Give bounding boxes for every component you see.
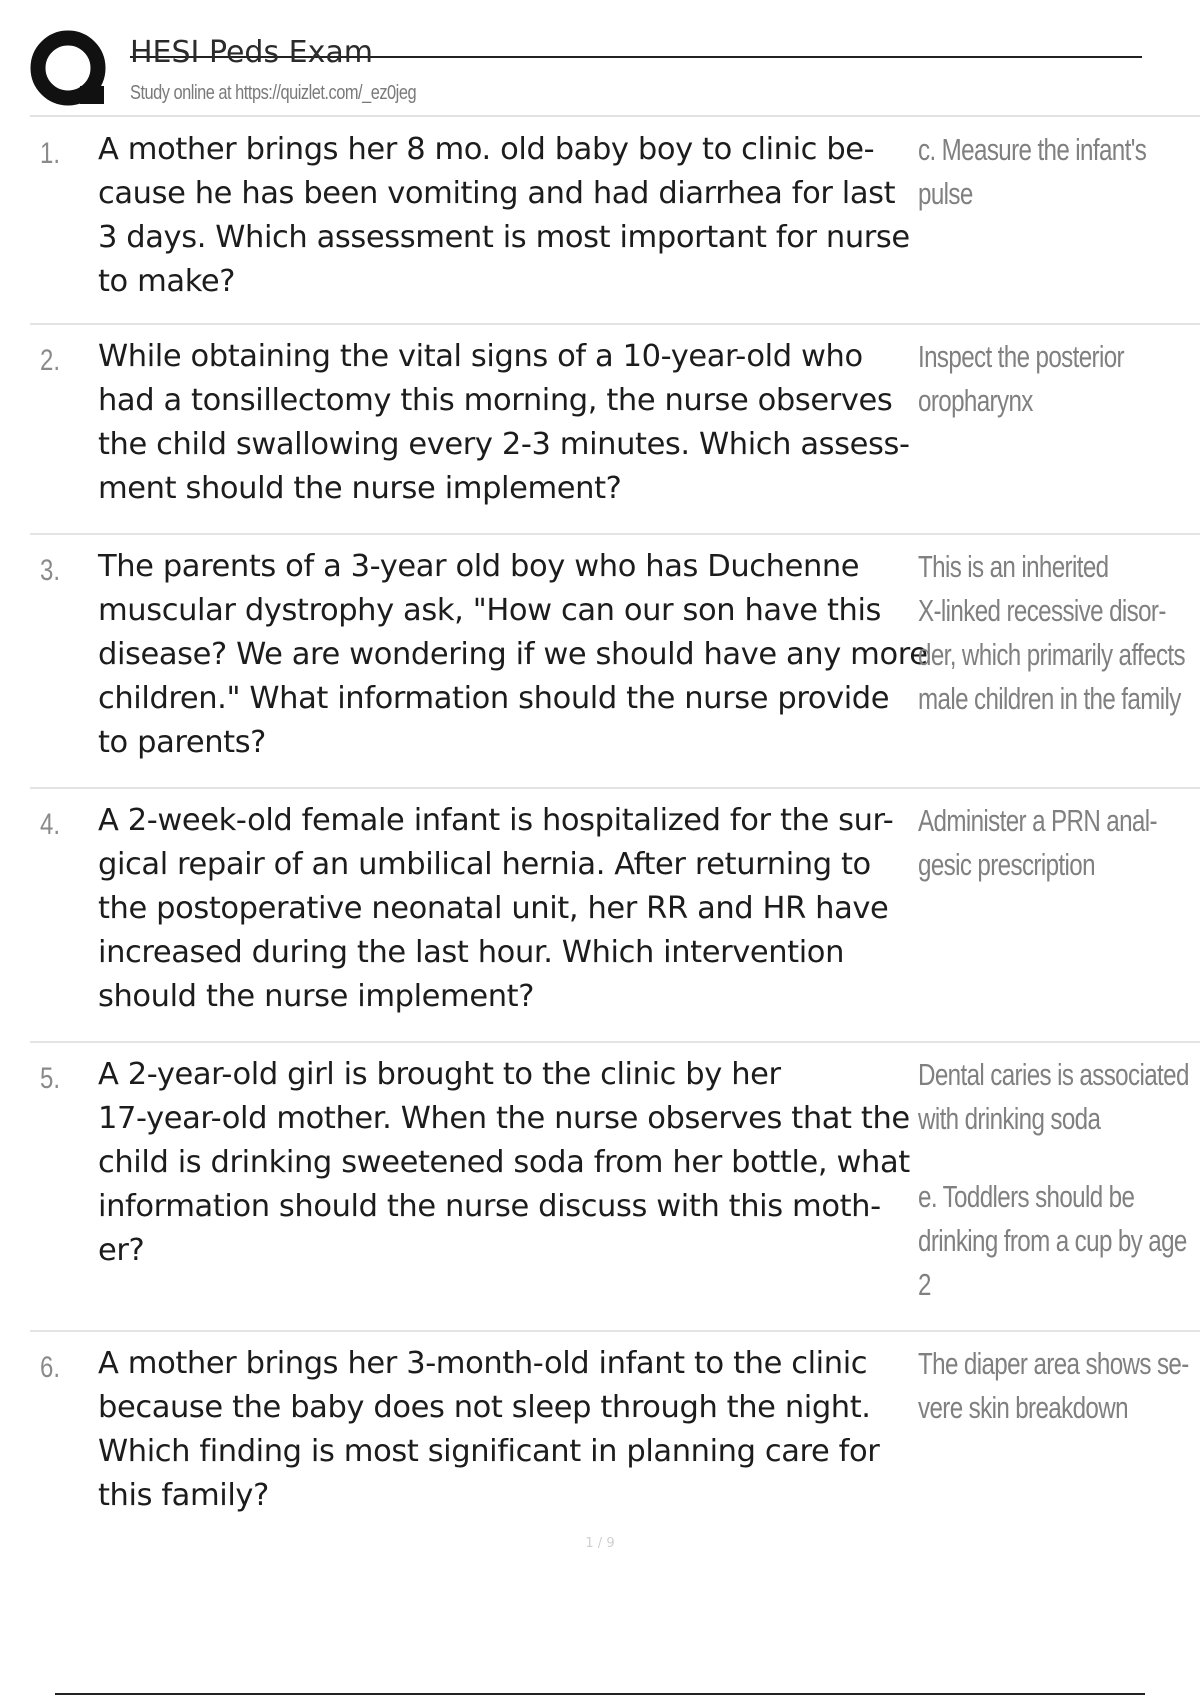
answer-line: pulse [918,176,973,211]
question-line: ment should the nurse implement? [98,471,622,506]
question-line: had a tonsillectomy this morning, the nurse observes [98,383,893,418]
question-line: The parents of a 3-year old boy who has Duchenne [98,549,860,584]
question-line: this family? [98,1478,269,1513]
flashcard [30,1332,1200,1532]
quizlet-logo-icon [30,30,112,112]
footer-divider [55,1693,1145,1695]
card-question [98,335,948,511]
flashcard [30,535,1200,789]
card-question [98,128,948,304]
answer-line: Administer a PRN anal- [918,803,1157,838]
question-line: disease? We are wondering if we should have any more [98,637,928,672]
question-line: 3 days. Which assessment is most important for nurse [98,220,910,255]
flashcard [30,789,1200,1043]
page-title: HESI Peds Exam [130,35,373,70]
page-number: 1 / 9 [585,1536,615,1551]
answer-line: gesic prescription [918,847,1095,882]
question-line: A 2-year-old girl is brought to the clinic by her [98,1057,781,1092]
answer-line: Inspect the posterior [918,339,1124,374]
question-line: Which finding is most significant in planning care for [98,1434,880,1469]
card-question [98,799,948,1019]
card-answer [918,1342,1200,1430]
answer-line: 2 [918,1267,931,1302]
page-subtitle: Study online at https://quizlet.com/_ez0jeg [130,82,417,104]
question-line: While obtaining the vital signs of a 10-year-old who [98,339,863,374]
page-header [0,0,1200,120]
question-line: the child swallowing every 2-3 minutes. Which assess- [98,427,910,462]
question-line: information should the nurse discuss with this moth- [98,1189,881,1224]
answer-line: The diaper area shows se- [918,1346,1189,1381]
question-line: A 2-week-old female infant is hospitalized for the sur- [98,803,894,838]
answer-line: X-linked recessive disor- [918,593,1166,628]
question-line: to parents? [98,725,266,760]
question-line: er? [98,1233,145,1268]
question-line: child is drinking sweetened soda from her bottle, what [98,1145,910,1180]
question-line: children." What information should the nurse provide [98,681,890,716]
card-answer [918,128,1200,216]
question-line: increased during the last hour. Which intervention [98,935,845,970]
card-number: 1. [40,137,61,170]
answer-line: e. Toddlers should be [918,1179,1135,1214]
card-answer [918,1053,1200,1307]
answer-line: Dental caries is associated [918,1057,1189,1092]
answer-line: oropharynx [918,383,1033,418]
card-number: 3. [40,554,61,587]
card-number: 4. [40,808,61,841]
question-line: muscular dystrophy ask, "How can our son have this [98,593,882,628]
card-number: 2. [40,344,61,377]
flashcard [30,325,1200,535]
question-line: cause he has been vomiting and had diarrhea for last [98,176,896,211]
answer-line: der, which primarily affects [918,637,1185,672]
question-line: A mother brings her 8 mo. old baby boy to clinic be- [98,132,875,167]
answer-line: This is an inherited [918,549,1109,584]
card-number: 6. [40,1351,61,1384]
card-question [98,1053,948,1273]
flashcard [30,118,1200,325]
answer-line: c. Measure the infant's [918,132,1147,167]
question-line: gical repair of an umbilical hernia. After returning to [98,847,871,882]
card-answer [918,799,1200,887]
answer-line: with drinking soda [918,1101,1101,1136]
answer-line: drinking from a cup by age [918,1223,1187,1258]
question-line: because the baby does not sleep through the night. [98,1390,871,1425]
question-line: should the nurse implement? [98,979,534,1014]
question-line: A mother brings her 3-month-old infant to the clinic [98,1346,868,1381]
answer-line: male children in the family [918,681,1181,716]
flashcard [30,1043,1200,1332]
card-question [98,1342,948,1518]
card-question [98,545,948,765]
question-line: the postoperative neonatal unit, her RR and HR have [98,891,889,926]
card-answer [918,545,1200,721]
flashcard-list [0,118,1200,1532]
question-line: to make? [98,264,236,299]
answer-line: vere skin breakdown [918,1390,1128,1425]
card-number: 5. [40,1062,61,1095]
header-divider [30,115,1200,117]
question-line: 17-year-old mother. When the nurse observes that the [98,1101,910,1136]
card-answer [918,335,1200,423]
